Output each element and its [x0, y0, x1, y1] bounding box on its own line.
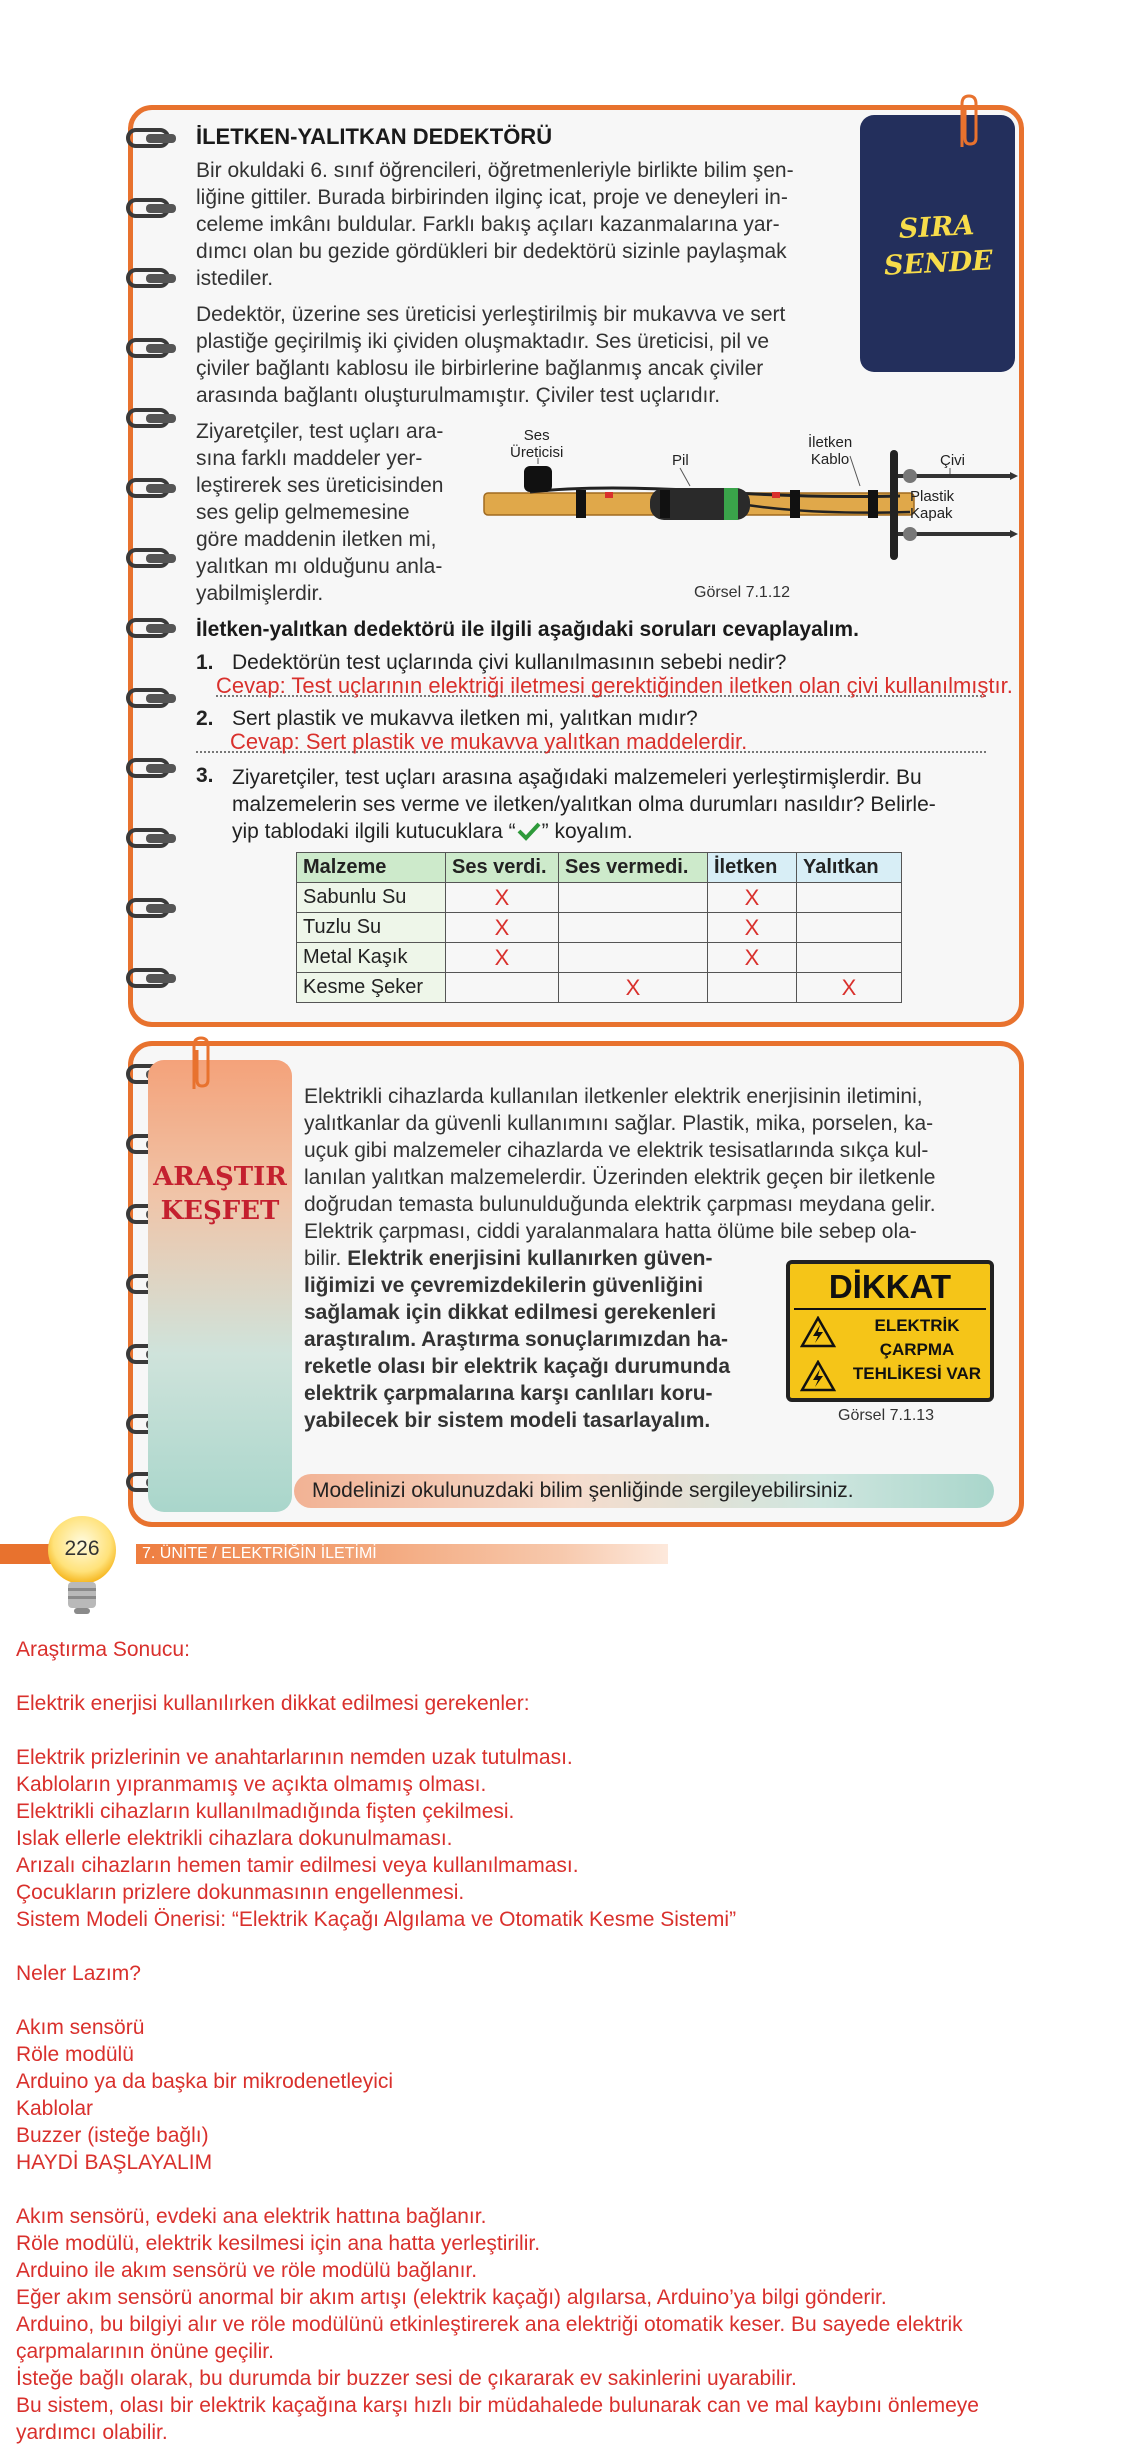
binder-ring [122, 616, 178, 642]
cell-mark [446, 973, 559, 1003]
materials-table [296, 852, 902, 1003]
questions-instruction: İletken-yalıtkan dedektörü ile ilgili aşağıdaki soruları cevaplayalım. [196, 618, 859, 641]
research-line: Buzzer (isteğe bağlı) [16, 2124, 209, 2147]
research-line: Neler Lazım? [16, 1962, 141, 1985]
label-line: Kapak [910, 505, 953, 522]
model-note-text: Modelinizi okulunuzdaki bilim şenliğinde sergileyebilirsiniz. [312, 1479, 854, 1502]
text-line: plastiğe geçirilmiş iki çividen oluşmaktadır. Ses üreticisi, pil ve [196, 330, 770, 353]
binder-ring [122, 826, 178, 852]
cell-mark [559, 943, 708, 973]
unit-title: 7. ÜNİTE / ELEKTRİĞİN İLETİMİ [142, 1545, 377, 1562]
binder-ring [122, 266, 178, 292]
danger-sign-title: DİKKAT [828, 1268, 952, 1305]
binder-ring [122, 966, 178, 992]
research-line: Kablolar [16, 2097, 94, 2120]
text-line: lanılan yalıtkan malzemelerdir. Üzerinden elektrik geçen bir iletkenle [304, 1166, 936, 1189]
research-line: Röle modülü [16, 2043, 134, 2066]
research-line: Arduino ile akım sensörü ve röle modülü bağlanır. [16, 2259, 478, 2282]
table-row [297, 943, 902, 973]
sira-word: SIRA [898, 210, 976, 245]
text-line: sına farklı maddeler yer- [196, 447, 423, 470]
arastir-word: ARAŞTIR [153, 1162, 287, 1192]
cell-mark: X [708, 883, 797, 913]
q3-text [232, 764, 1012, 845]
section-title: İLETKEN-YALITKAN DEDEKTÖRÜ [196, 124, 553, 149]
checkmark-icon [516, 821, 542, 841]
text-line: uçuk gibi malzemeler cihazlarda ve elektrik tesisatlarında sıkça kul- [304, 1139, 929, 1162]
cell-mark: X [708, 913, 797, 943]
header-ses-verdi: Ses verdi. [446, 853, 559, 883]
text-line: göre maddenin iletken mi, [196, 528, 437, 551]
binder-ring [122, 126, 178, 152]
unit-banner [136, 1544, 668, 1564]
text-line: sağlamak için dikkat edilmesi gerekenleri [304, 1301, 717, 1324]
paperclip-icon [950, 92, 986, 152]
electricity-safety-paragraph [304, 1083, 996, 1245]
research-line: Akım sensörü [16, 2016, 145, 2039]
research-task-paragraph [304, 1245, 766, 1434]
text-line: yalıtkanlar da güvenli kullanımını sağlar. Plastik, mika, porselen, ka- [304, 1112, 934, 1135]
text-line: yip tablodaki ilgili kutucuklara “ ” koyalım. [232, 820, 633, 843]
header-yalitkan: Yalıtkan [797, 853, 902, 883]
research-line: Araştırma Sonucu: [16, 1638, 190, 1661]
text-line: yabilmişlerdir. [196, 582, 324, 605]
cell-mark: X [446, 943, 559, 973]
research-line: çarpmalarının önüne geçilir. [16, 2340, 274, 2363]
danger-sign [786, 1260, 994, 1402]
text-line: arasında bağlantı oluşturulmamıştır. Çiviler test uçlarıdır. [196, 384, 721, 407]
research-line: Çocukların prizlere dokunmasının engellenmesi. [16, 1881, 465, 1904]
q2-number: 2. [196, 707, 214, 730]
research-line: Akım sensörü, evdeki ana elektrik hattına bağlanır. [16, 2205, 487, 2228]
figure-caption-7-1-12: Görsel 7.1.12 [694, 584, 791, 601]
text-line: yabilecek bir sistem modeli tasarlayalım. [304, 1409, 711, 1432]
cell-mark: X [797, 973, 902, 1003]
sira-sende-badge [860, 115, 1015, 372]
header-iletken: İletken [708, 853, 797, 883]
text-line: ELEKTRİK [874, 1316, 960, 1335]
text-line: araştıralım. Araştırma sonuçlarımızdan ha- [304, 1328, 729, 1351]
danger-sign-text [844, 1314, 990, 1386]
q3-number: 3. [196, 764, 214, 787]
text-line: leştirerek ses üreticisinden [196, 474, 444, 497]
visitor-paragraph [196, 418, 474, 607]
sende-word: SENDE [883, 245, 994, 282]
table-row [297, 913, 902, 943]
q2-answer: Cevap: Sert plastik ve mukavva yalıtkan maddelerdir. [230, 729, 748, 754]
text-line: Ziyaretçiler, test uçları ara- [196, 420, 444, 443]
cell-material: Sabunlu Su [297, 883, 446, 913]
label-ses-ureticisi [510, 427, 563, 461]
research-line: Elektrikli cihazların kullanılmadığında fişten çekilmesi. [16, 1800, 515, 1823]
label-line: Kablo [810, 451, 850, 468]
research-line: Elektrik enerjisi kullanılırken dikkat edilmesi gerekenler: [16, 1692, 530, 1715]
table-row [297, 973, 902, 1003]
text-line: liğimizi ve çevremizdekilerin güvenliğini [304, 1274, 704, 1297]
cell-mark [559, 913, 708, 943]
header-ses-vermedi: Ses vermedi. [559, 853, 708, 883]
text-line: celeme imkânı buldular. Farklı bakış açıları kazanmalarına yar- [196, 213, 780, 236]
text-line: ses gelip gelmemesine [196, 501, 410, 524]
cell-mark: X [446, 883, 559, 913]
binder-ring [122, 896, 178, 922]
kesfet-word: KEŞFET [160, 1196, 280, 1226]
table-header-row [297, 853, 902, 883]
label-civi: Çivi [940, 452, 965, 469]
binder-ring [122, 476, 178, 502]
cell-mark: X [708, 943, 797, 973]
label-iletken-kablo [808, 434, 852, 468]
arastir-kesfet-badge [148, 1060, 292, 1512]
binder-ring [122, 546, 178, 572]
research-line: Eğer akım sensörü anormal bir akım artışı (elektrik kaçağı) algılarsa, Arduino’ya bilgi gönderir. [16, 2286, 887, 2309]
research-line: Elektrik prizlerinin ve anahtarlarının nemden uzak tutulması. [16, 1746, 573, 1769]
page-number: 226 [64, 1537, 100, 1560]
research-line: Röle modülü, elektrik kesilmesi için ana hatta yerleştirilir. [16, 2232, 541, 2255]
cell-mark [797, 913, 902, 943]
research-line: Islak ellerle elektrikli cihazlara dokunulmaması. [16, 1827, 453, 1850]
buzzer [524, 466, 552, 492]
cell-material: Kesme Şeker [297, 973, 446, 1003]
model-note-bar [294, 1474, 994, 1508]
cell-material: Metal Kaşık [297, 943, 446, 973]
lightbulb-icon [44, 1510, 120, 1620]
text-line: Ziyaretçiler, test uçları arasına aşağıdaki malzemeleri yerleştirmişlerdir. Bu [232, 766, 922, 789]
cell-mark [708, 973, 797, 1003]
text-line: çiviler bağlantı kablosu ile birbirlerine bağlanmış ancak çiviler [196, 357, 764, 380]
cell-mark [797, 883, 902, 913]
text-line: bilir. Elektrik enerjisini kullanırken güven- [304, 1247, 713, 1270]
q1-text: Dedektörün test uçlarında çivi kullanılmasının sebebi nedir? [232, 651, 787, 674]
binder-ring [122, 686, 178, 712]
binder-ring [122, 406, 178, 432]
label-line: Ses [523, 427, 550, 444]
high-voltage-icon [800, 1316, 836, 1348]
text-line: doğrudan temasta bulunulduğunda elektrik çarpması meydana gelir. [304, 1193, 936, 1216]
text-line: Elektrikli cihazlarda kullanılan iletkenler elektrik enerjisinin iletimini, [304, 1085, 923, 1108]
research-line: Sistem Modeli Önerisi: “Elektrik Kaçağı Algılama ve Otomatik Kesme Sistemi” [16, 1908, 737, 1931]
q2-text: Sert plastik ve mukavva iletken mi, yalıtkan mıdır? [232, 707, 698, 730]
label-line: İletken [808, 434, 853, 451]
binder-ring [122, 196, 178, 222]
text-line: reketle olası bir elektrik kaçağı durumunda [304, 1355, 730, 1378]
research-line: Bu sistem, olası bir elektrik kaçağına karşı hızlı bir müdahalede bulunarak can ve mal kaybını önlemeye [16, 2394, 979, 2417]
label-line: Plastik [910, 488, 955, 505]
paperclip-icon [182, 1034, 218, 1094]
binder-ring [122, 336, 178, 362]
research-line: Arduino, bu bilgiyi alır ve röle modülünü etkinleştirerek ana elektriği otomatik keser. Bu sayede elektrik [16, 2313, 963, 2336]
text-line: Dedektör, üzerine ses üreticisi yerleştirilmiş bir mukavva ve sert [196, 303, 786, 326]
label-plastik-kapak [910, 488, 954, 522]
research-line: Arızalı cihazların hemen tamir edilmesi veya kullanılmaması. [16, 1854, 579, 1877]
text-line: elektrik çarpmalarına karşı canlıları koru- [304, 1382, 713, 1405]
research-line: yardımcı olabilir. [16, 2421, 168, 2444]
cell-mark: X [446, 913, 559, 943]
text-line: TEHLİKESİ VAR [852, 1364, 982, 1383]
detector-description [196, 301, 842, 409]
text-line: ÇARPMA [879, 1340, 955, 1359]
q1-answer: Cevap: Test uçlarının elektriği iletmesi gerektiğinden iletken olan çivi kullanılmıştır. [216, 673, 1013, 698]
research-line: İsteğe bağlı olarak, bu durumda bir buzzer sesi de çıkararak ev sakinlerini uyarabilir. [16, 2367, 797, 2390]
label-line: Üreticisi [510, 444, 564, 461]
text-line: Bir okuldaki 6. sınıf öğrencileri, öğretmenleriyle birlikte bilim şen- [196, 159, 794, 182]
label-pil: Pil [672, 452, 689, 469]
text-line: istediler. [196, 267, 274, 290]
high-voltage-icon [800, 1360, 836, 1392]
cell-mark [797, 943, 902, 973]
plastic-cap [890, 450, 898, 560]
text-line: yalıtkan mı olduğunu anla- [196, 555, 443, 578]
cell-mark [559, 883, 708, 913]
research-line: Arduino ya da başka bir mikrodenetleyici [16, 2070, 394, 2093]
research-line: Kabloların yıpranmamış ve açıkta olmamış olması. [16, 1773, 487, 1796]
table-row [297, 883, 902, 913]
cell-mark: X [559, 973, 708, 1003]
figure-caption-7-1-13: Görsel 7.1.13 [838, 1407, 935, 1424]
cell-material: Tuzlu Su [297, 913, 446, 943]
text-line: malzemelerin ses verme ve iletken/yalıtkan olma durumları nasıldır? Belirle- [232, 793, 936, 816]
research-line: HAYDİ BAŞLAYALIM [16, 2151, 213, 2174]
binder-ring [122, 756, 178, 782]
text-line: liğine gittiler. Burada birbirinden ilginç icat, proje ve deneyleri in- [196, 186, 788, 209]
q1-number: 1. [196, 651, 214, 674]
intro-paragraph [196, 157, 842, 292]
text-line: dımcı olan bu gezide gördükleri bir dedektörü sizinle paylaşmak [196, 240, 787, 263]
header-malzeme: Malzeme [297, 853, 446, 883]
text-line: Elektrik çarpması, ciddi yaralanmalara hatta ölüme bile sebep ola- [304, 1220, 917, 1243]
